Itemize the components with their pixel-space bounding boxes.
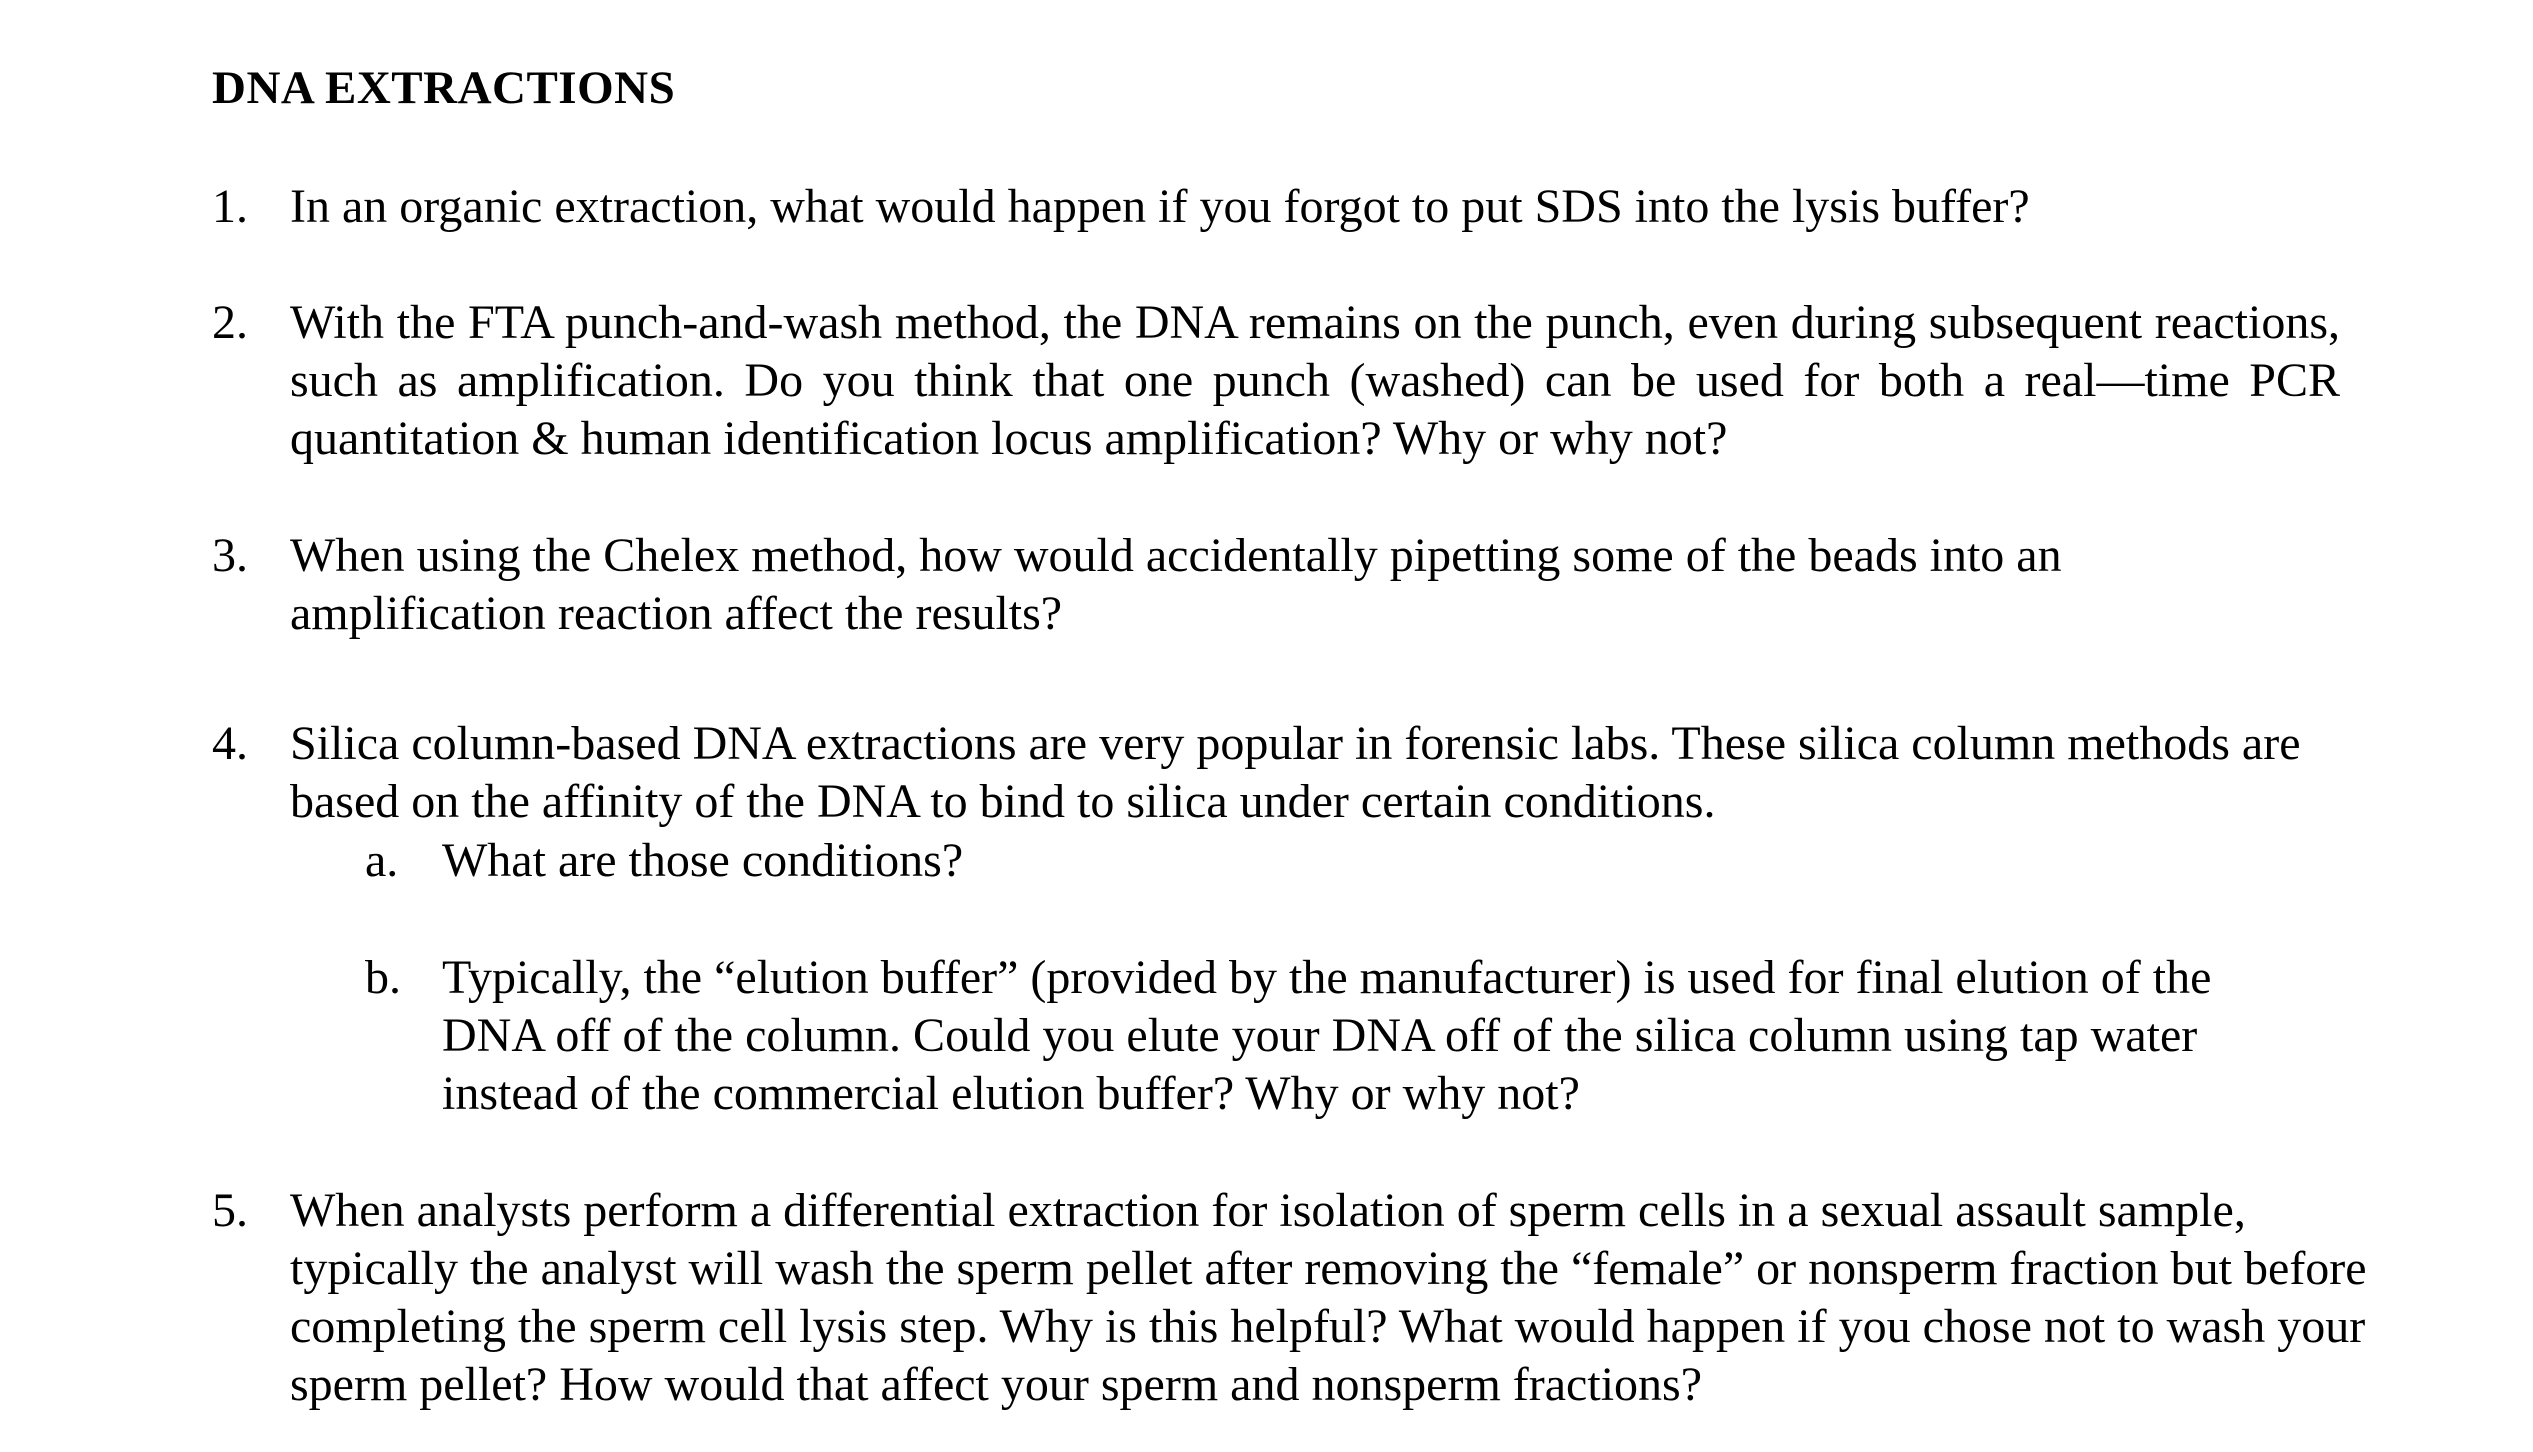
subquestion-text: Typically, the “elution buffer” (provided by the manufacturer) is used for final elution of the DNA off of the column. Could you elute your DNA off of the silica column using tap water instead of the commercial elution buffer? Why or why not? [442,951,2212,1120]
subquestion-4b [365,949,2265,1129]
question-1 [212,178,2352,238]
question-number: 5. [212,1184,248,1237]
question-text: With the FTA punch-and-wash method, the DNA remains on the punch, even during subsequent reactions, such as amplification. Do you think that one punch (washed) can be used for both a real—time PCR quantitation & human identification locus amplification? Why or why not? [290,296,2340,465]
question-2 [212,294,2352,474]
question-number: 1. [212,180,248,233]
question-number: 2. [212,296,248,349]
document-title: DNA EXTRACTIONS [212,62,676,114]
question-text: When analysts perform a differential extraction for isolation of sperm cells in a sexual assault sample, typically the analyst will wash the sperm pellet after removing the “female” or nonsperm fraction but before completing the sperm cell lysis step. Why is this helpful? What would happen if you chose not to wash your sperm pellet? How would that affect your sperm and nonsperm fractions? [290,1184,2367,1411]
question-number: 4. [212,717,248,770]
question-5 [212,1182,2367,1422]
question-text: In an organic extraction, what would happen if you forgot to put SDS into the lysis buffer? [290,180,2030,233]
question-text: When using the Chelex method, how would accidentally pipetting some of the beads into an amplification reaction affect the results? [290,529,2062,640]
subquestion-4a [365,832,2265,892]
question-text: Silica column-based DNA extractions are very popular in forensic labs. These silica column methods are based on the affinity of the DNA to bind to silica under certain conditions. [290,717,2301,828]
question-number: 3. [212,529,248,582]
subquestion-letter: b. [365,951,401,1004]
subquestion-letter: a. [365,834,399,887]
question-4 [212,715,2352,835]
subquestion-text: What are those conditions? [442,834,964,887]
question-3 [212,527,2352,647]
